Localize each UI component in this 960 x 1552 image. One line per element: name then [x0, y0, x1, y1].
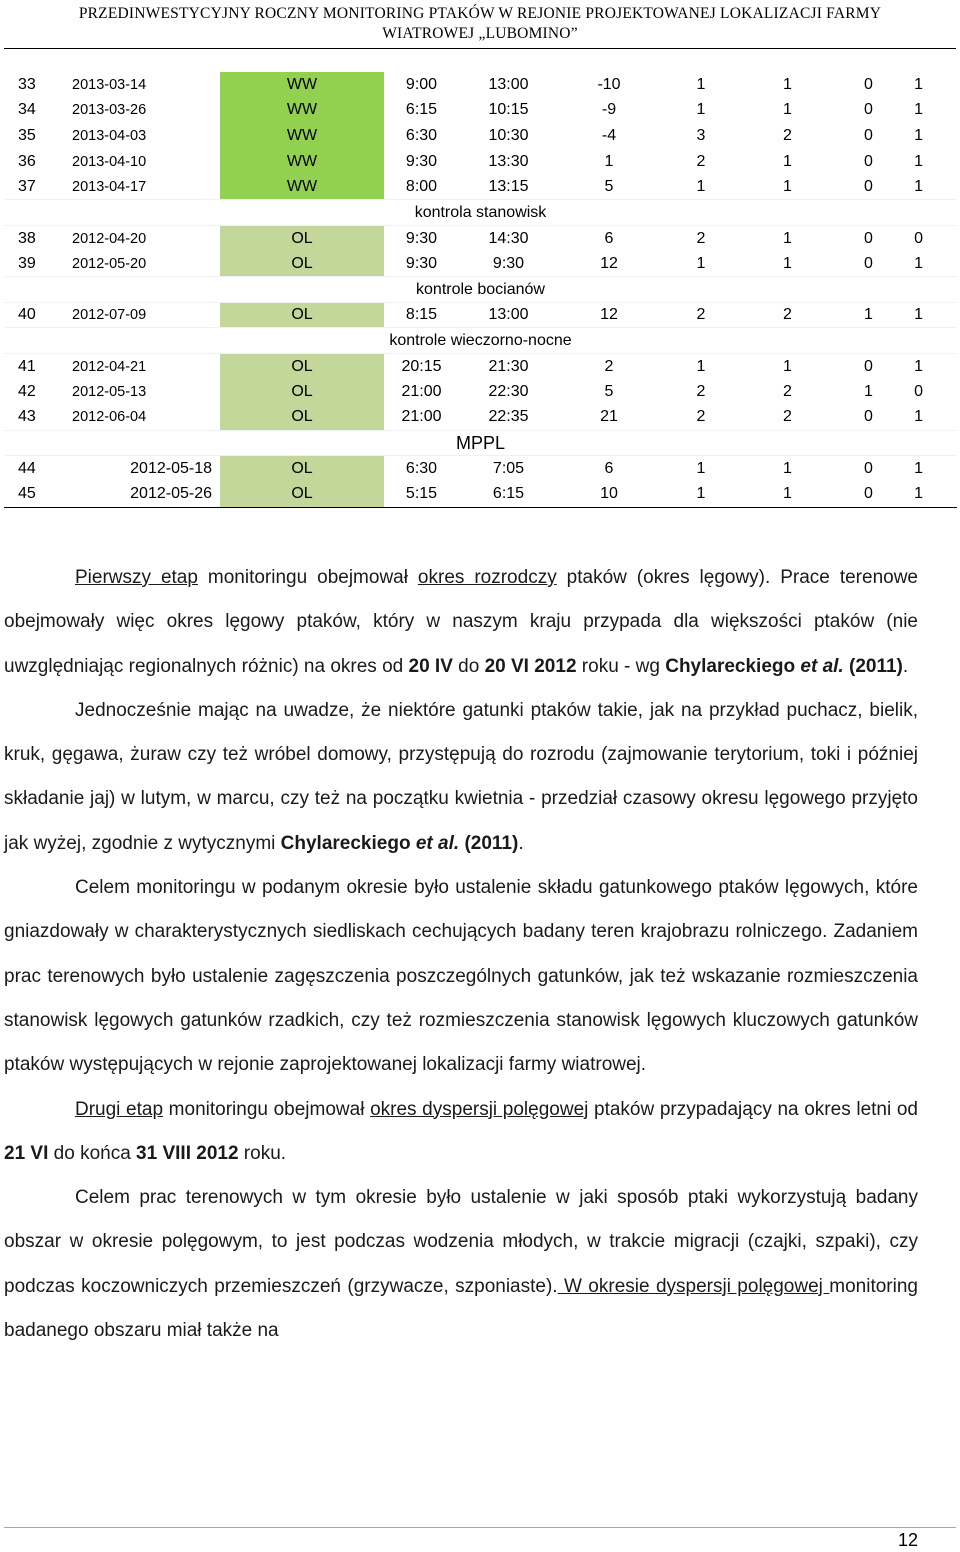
table-row	[4, 149, 957, 175]
section-row	[4, 430, 957, 456]
citation-author: Chylareckiego	[280, 832, 411, 854]
end-time-cell: 22:35	[488, 408, 529, 426]
paragraph-1: Pierwszy etap monitoringu obejmował okres rozrodczy ptaków (okres lęgowy). Prace terenowe obejmowały więc okres lęgowy ptaków, który w naszym kraju przypada dla większości ptaków (nie uwzględniając regionalnych różnic) na okres od 20 IV do 20 VI 2012 roku - wg Chylareckiego et al. (2011).	[4, 567, 918, 677]
value-cell: 2	[696, 382, 706, 400]
value-cell: 1	[904, 482, 957, 508]
section-row	[4, 277, 957, 303]
value-cell: 0	[864, 408, 873, 426]
temperature-cell: 21	[600, 408, 618, 426]
value-cell: 1	[914, 75, 923, 93]
value-cell: 1	[783, 152, 792, 170]
value-cell: 2	[696, 152, 706, 170]
table-row	[4, 226, 957, 252]
date-cell: 2013-04-10	[72, 153, 147, 170]
citation-author: Chylareckiego	[665, 655, 796, 677]
date-cell: 2013-03-14	[72, 76, 147, 93]
value-cell: 0	[864, 177, 873, 195]
value-cell: 0	[864, 152, 873, 170]
value-cell: 1	[914, 152, 923, 170]
date-cell: 2013-04-17	[72, 178, 147, 195]
end-time-cell: 10:30	[488, 126, 529, 144]
end-time-cell: 9:30	[492, 254, 525, 272]
section-label: MPPL	[4, 430, 957, 456]
end-time-cell: 13:00	[488, 75, 529, 93]
paragraph-3: Celem monitoringu w podanym okresie było ustalenie składu gatunkowego ptaków lęgowych, które gniazdowały w charakterystycznych siedliskach cechujących badany teren krajobrazu rolniczego. Zadaniem prac terenowych było ustalenie zagęszczenia poszczególnych gatunków, jak też wskazanie rozmieszczenia stanowisk lęgowych gatunków rzadkich, czy też rozmieszczenia stanowisk lęgowych kluczowych gatunków ptaków występujących w rejonie zaprojektowanej lokalizacji farmy wiatrowej.	[4, 877, 918, 1076]
start-time-cell: 9:30	[405, 152, 438, 170]
table-row	[4, 302, 957, 328]
value-cell: 0	[864, 75, 873, 93]
footer-divider	[4, 1527, 956, 1528]
table-row	[4, 482, 957, 508]
header-divider	[4, 48, 956, 49]
value-cell: 1	[914, 101, 923, 119]
value-cell: 0	[864, 229, 873, 247]
table-row	[4, 379, 957, 405]
value-cell: 0	[864, 459, 873, 477]
end-time-cell: 10:15	[488, 101, 529, 119]
value-cell: 1	[914, 408, 923, 426]
temperature-cell: -10	[597, 75, 621, 93]
page-number: 12	[897, 1530, 918, 1550]
temperature-cell: 6	[604, 459, 614, 477]
observation-table	[4, 72, 957, 508]
table-row	[4, 405, 957, 431]
value-cell: 2	[696, 306, 706, 324]
value-cell: 1	[914, 306, 923, 324]
row-number: 33	[18, 75, 36, 93]
category-cell: OL	[220, 482, 384, 508]
table-row	[4, 72, 957, 98]
end-time-cell: 22:30	[488, 382, 529, 400]
category-cell: WW	[220, 149, 384, 175]
value-cell: 1	[696, 254, 706, 272]
value-cell: 1	[742, 482, 833, 508]
start-time-cell: 5:15	[384, 482, 459, 508]
value-cell: 1	[783, 101, 792, 119]
value-cell: 0	[833, 482, 904, 508]
temperature-cell: -4	[601, 126, 617, 144]
date-cell: 2012-04-20	[72, 230, 147, 247]
table-row	[4, 98, 957, 124]
value-cell: 1	[783, 229, 792, 247]
category-cell: OL	[220, 302, 384, 328]
category-cell: WW	[220, 72, 384, 98]
start-time-cell: 9:00	[405, 75, 438, 93]
end-time-cell: 7:05	[492, 459, 525, 477]
value-cell: 0	[864, 101, 873, 119]
end-time-cell: 21:30	[488, 357, 529, 375]
term-dispersal-link: W okresie dyspersji polęgowej	[557, 1275, 830, 1297]
category-cell: WW	[220, 174, 384, 200]
row-number: 45	[4, 482, 72, 508]
table-row	[4, 251, 957, 277]
row-number: 43	[18, 408, 36, 426]
section-row	[4, 200, 957, 226]
row-number: 35	[18, 126, 36, 144]
value-cell: 1	[696, 75, 706, 93]
date-cell: 2012-05-13	[72, 383, 147, 400]
table-row	[4, 456, 957, 482]
value-cell: 2	[783, 408, 792, 426]
end-time-cell: 13:00	[488, 306, 529, 324]
table-row	[4, 354, 957, 380]
temperature-cell: 6	[604, 229, 614, 247]
row-number: 44	[18, 459, 36, 477]
row-number: 41	[18, 357, 36, 375]
row-number: 37	[18, 177, 36, 195]
value-cell: 1	[914, 126, 923, 144]
value-cell: 0	[864, 254, 873, 272]
start-time-cell: 9:30	[405, 229, 438, 247]
temperature-cell: 10	[558, 482, 660, 508]
start-time-cell: 20:15	[401, 357, 442, 375]
temperature-cell: 1	[604, 152, 614, 170]
temperature-cell: 2	[604, 357, 614, 375]
end-time-cell: 13:15	[488, 177, 529, 195]
section-row	[4, 328, 957, 354]
header-line-2: WIATROWEJ „LUBOMINO”	[382, 25, 578, 42]
category-cell: OL	[220, 251, 384, 277]
value-cell: 2	[783, 126, 792, 144]
value-cell: 1	[914, 177, 923, 195]
value-cell: 3	[696, 126, 706, 144]
row-number: 38	[18, 229, 36, 247]
running-header	[0, 0, 960, 50]
section-label: kontrole wieczorno-nocne	[4, 328, 957, 354]
start-time-cell: 6:15	[405, 101, 438, 119]
value-cell: 1	[696, 459, 706, 477]
value-cell: 0	[864, 357, 873, 375]
start-time-cell: 9:30	[405, 254, 438, 272]
value-cell: 1	[914, 357, 923, 375]
category-cell: OL	[220, 354, 384, 380]
date-cell: 2012-06-04	[72, 409, 147, 426]
paragraph-5: Celem prac terenowych w tym okresie było ustalenie w jaki sposób ptaki wykorzystują badany obszar w okresie polęgowym, to jest podczas wodzenia młodych, w trakcie migracji (czajki, szpaki), czy podczas koczowniczych przemieszczeń (grzywacze, szponiaste). W okresie dyspersji polęgowej monitoring badanego obszaru miał także na	[4, 1187, 918, 1342]
value-cell: 2	[696, 229, 706, 247]
category-cell: WW	[220, 123, 384, 149]
value-cell: 1	[864, 306, 873, 324]
header-line-1: PRZEDINWESTYCYJNY ROCZNY MONITORING PTAKÓW W REJONIE PROJEKTOWANEJ LOKALIZACJI FARMY	[78, 5, 882, 22]
value-cell: 1	[783, 357, 792, 375]
temperature-cell: 12	[600, 254, 618, 272]
value-cell: 1	[696, 357, 706, 375]
date-cell: 2012-07-09	[72, 307, 147, 324]
temperature-cell: 5	[604, 382, 614, 400]
row-number: 42	[18, 382, 36, 400]
end-time-cell: 14:30	[488, 229, 529, 247]
value-cell: 1	[783, 254, 792, 272]
date-cell: 2013-03-26	[72, 102, 147, 119]
row-number: 34	[18, 101, 36, 119]
term-first-stage: Pierwszy etap	[75, 567, 198, 588]
start-time-cell: 8:15	[405, 306, 438, 324]
value-cell: 2	[783, 382, 792, 400]
start-time-cell: 6:30	[405, 126, 438, 144]
category-cell: WW	[220, 98, 384, 124]
category-cell: OL	[220, 456, 384, 482]
value-cell: 1	[783, 459, 792, 477]
value-cell: 1	[783, 75, 792, 93]
category-cell: OL	[220, 226, 384, 252]
temperature-cell: 5	[604, 177, 614, 195]
end-time-cell: 6:15	[459, 482, 558, 508]
start-time-cell: 21:00	[401, 382, 442, 400]
date-cell: 2012-04-21	[72, 358, 147, 375]
category-cell: OL	[220, 405, 384, 431]
value-cell: 2	[783, 306, 792, 324]
value-cell: 1	[914, 254, 923, 272]
row-number: 36	[18, 152, 36, 170]
start-time-cell: 8:00	[405, 177, 438, 195]
term-dispersal-period: okres dyspersji polęgowej	[370, 1098, 589, 1120]
section-label: kontrola stanowisk	[4, 200, 957, 226]
value-cell: 1	[864, 382, 873, 400]
row-number: 39	[18, 254, 36, 272]
row-number: 40	[18, 306, 36, 324]
end-time-cell: 13:30	[488, 152, 529, 170]
paragraph-4: Drugi etap monitoringu obejmował okres dyspersji polęgowej ptaków przypadający na okres letni od 21 VI do końca 31 VIII 2012 roku.	[4, 1098, 918, 1164]
temperature-cell: 12	[600, 306, 618, 324]
term-second-stage: Drugi etap	[75, 1098, 164, 1120]
temperature-cell: -9	[601, 101, 617, 119]
value-cell: 1	[783, 177, 792, 195]
value-cell: 1	[696, 177, 706, 195]
value-cell: 0	[914, 229, 923, 247]
value-cell: 1	[660, 482, 742, 508]
value-cell: 1	[696, 101, 706, 119]
term-breeding-period: okres rozrodczy	[417, 567, 557, 588]
value-cell: 0	[914, 382, 923, 400]
body-text	[4, 556, 918, 1353]
category-cell: OL	[220, 379, 384, 405]
table-row	[4, 123, 957, 149]
value-cell: 1	[914, 459, 923, 477]
date-cell: 2013-04-03	[72, 127, 147, 144]
date-cell: 2012-05-26	[72, 482, 220, 508]
value-cell: 0	[864, 126, 873, 144]
table-row	[4, 174, 957, 200]
paragraph-2: Jednocześnie mając na uwadze, że niektóre gatunki ptaków takie, jak na przykład puchacz, bielik, kruk, gęgawa, żuraw czy też wróbel domowy, przystępują do rozrodu (zajmowanie terytorium, toki i później składanie jaj) w lutym, w marcu, czy też na początku kwietnia - przedział czasowy okresu lęgowego przyjęto jak wyżej, zgodnie z wytycznymi Chylareckiego et al. (2011).	[4, 699, 918, 854]
section-label: kontrole bocianów	[4, 277, 957, 303]
start-time-cell: 21:00	[401, 408, 442, 426]
date-cell: 2012-05-18	[130, 459, 212, 477]
value-cell: 2	[696, 408, 706, 426]
start-time-cell: 6:30	[405, 459, 438, 477]
date-cell: 2012-05-20	[72, 255, 147, 272]
